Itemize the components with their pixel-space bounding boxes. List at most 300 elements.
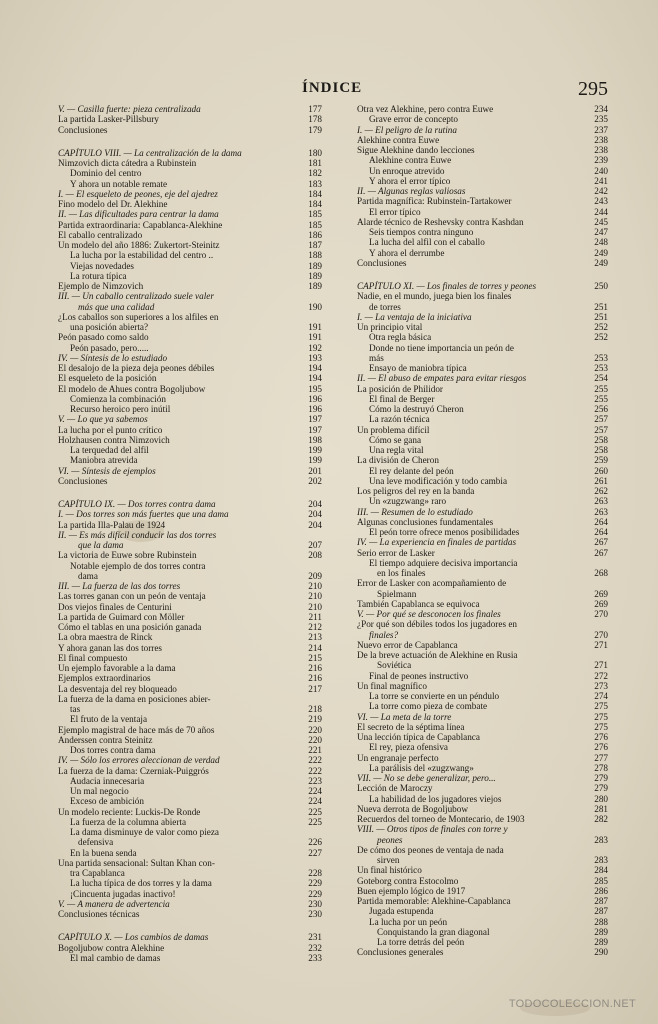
toc-entry-page: 252 — [594, 322, 608, 332]
toc-entry-title: Una leve modificación y todo cambia — [369, 475, 508, 486]
toc-entry — [357, 258, 608, 268]
toc-entry-page: 270 — [594, 609, 608, 619]
toc-entry-page: 197 — [308, 424, 322, 435]
toc-entry — [357, 619, 608, 629]
toc-entry — [357, 876, 608, 886]
toc-entry-page: 191 — [308, 322, 322, 332]
toc-entry — [58, 291, 322, 301]
toc-entry — [58, 878, 322, 888]
toc-entry-page: 262 — [594, 486, 608, 496]
toc-entry-page: 218 — [308, 704, 322, 714]
toc-entry-page: 283 — [594, 855, 608, 865]
toc-entry — [357, 773, 608, 783]
toc-entry-page: 245 — [594, 216, 608, 227]
toc-spacer — [357, 268, 608, 275]
toc-entry-page: 216 — [308, 673, 322, 684]
toc-entry-page: 267 — [594, 537, 608, 548]
toc-entry-page: 214 — [308, 642, 322, 653]
toc-entry — [357, 845, 608, 855]
toc-entry — [58, 889, 322, 899]
toc-entry-title: La lucha por el punto crítico — [58, 424, 163, 435]
toc-entry-title: Partida extraordinaria: Capablanca-Alekhine — [58, 219, 223, 230]
toc-entry — [58, 189, 322, 199]
toc-entry-page: 252 — [594, 332, 608, 343]
toc-entry — [58, 114, 322, 124]
toc-entry — [58, 643, 322, 653]
toc-entry-page: 286 — [594, 885, 608, 896]
toc-entry-title: Ensayo de maniobra típica — [369, 363, 467, 373]
toc-entry-title: V. — Por qué se desconocen los finales — [357, 609, 501, 619]
toc-entry — [357, 855, 608, 865]
toc-entry-page: 258 — [594, 445, 608, 455]
toc-entry-title: La posición de Philidor — [357, 383, 443, 394]
toc-entry — [58, 499, 322, 509]
toc-entry — [357, 599, 608, 609]
toc-entry-page: 184 — [308, 199, 322, 209]
toc-entry-page: 248 — [594, 237, 608, 248]
toc-entry-title: El error típico — [369, 206, 421, 217]
toc-entry-page: 273 — [594, 680, 608, 691]
toc-entry-title: Una partida sensacional: Sultan Khan con- — [58, 857, 215, 868]
toc-entry-page: 287 — [594, 906, 608, 917]
toc-entry — [58, 302, 322, 312]
toc-entry-page: 227 — [308, 847, 322, 858]
toc-entry-title: Y ahora un notable remate — [70, 178, 168, 189]
toc-entry-title: Exceso de ambición — [70, 796, 144, 807]
toc-entry — [357, 394, 608, 404]
toc-entry-page: 210 — [308, 601, 322, 612]
toc-entry-page: 226 — [308, 837, 322, 848]
toc-entry — [58, 612, 322, 622]
toc-entry — [58, 271, 322, 281]
toc-entry — [58, 766, 322, 776]
toc-entry-page: 289 — [594, 926, 608, 937]
toc-entry-title: CAPÍTULO VIII. — La centralización de la dama — [58, 147, 242, 158]
toc-entry — [58, 807, 322, 817]
toc-entry — [58, 455, 322, 465]
toc-entry-title: Error de Lasker con acompañamiento de — [357, 578, 507, 589]
toc-entry-page: 277 — [594, 752, 608, 763]
toc-entry-title: que la dama — [78, 540, 124, 550]
toc-entry-title: Alekhine contra Euwe — [369, 155, 452, 166]
toc-entry — [58, 550, 322, 560]
toc-entry — [357, 291, 608, 301]
toc-entry-title: Un problema difícil — [357, 424, 430, 435]
toc-entry-page: 244 — [594, 206, 608, 217]
toc-entry — [357, 176, 608, 186]
toc-entry-title: Viejas novedades — [70, 260, 134, 271]
toc-entry-title: La parálisis del «zugzwang» — [369, 762, 474, 773]
toc-entry-page: 280 — [594, 793, 608, 804]
toc-entry — [58, 786, 322, 796]
toc-entry-title: El mal cambio de damas — [70, 952, 161, 963]
toc-entry — [58, 373, 322, 383]
toc-entry-page: 189 — [308, 270, 322, 281]
toc-entry-page: 225 — [308, 806, 322, 817]
toc-entry-title: V. — A manera de advertencia — [58, 898, 170, 909]
toc-entry-title: La fuerza de la dama: Czerniak-Puiggrós — [58, 765, 209, 776]
toc-entry-page: 253 — [594, 363, 608, 373]
toc-entry-title: Dos torres contra dama — [70, 745, 156, 755]
toc-entry-title: Maniobra atrevida — [70, 455, 138, 466]
toc-entry-page: 229 — [308, 888, 322, 899]
toc-entry — [357, 507, 608, 517]
toc-entry — [58, 591, 322, 601]
toc-entry-page: 220 — [308, 734, 322, 745]
toc-entry-page: 279 — [594, 773, 608, 783]
toc-entry — [357, 353, 608, 363]
toc-entry — [357, 527, 608, 537]
toc-entry-title: Una regla vital — [369, 445, 424, 455]
toc-entry — [357, 732, 608, 742]
toc-entry-page: 281 — [594, 803, 608, 814]
toc-entry-title: VI. — Síntesis de ejemplos — [58, 465, 156, 476]
toc-entry — [58, 104, 322, 114]
toc-entry-title: La fuerza de la dama en posiciones abier- — [58, 693, 211, 704]
toc-entry-title: La lucha del alfil con el caballo — [369, 237, 485, 248]
toc-entry — [58, 209, 322, 219]
toc-entry-title: IV. — Sólo los errores aleccionan de verdad — [58, 755, 220, 766]
toc-entry-page: 224 — [308, 786, 322, 796]
toc-entry-page: 183 — [308, 178, 322, 189]
toc-entry-title: La desventaja del rey bloqueado — [58, 683, 177, 694]
toc-entry-title: peones — [377, 834, 403, 845]
toc-entry-page: 275 — [594, 701, 608, 712]
toc-entry — [58, 179, 322, 189]
toc-entry — [58, 858, 322, 868]
toc-entry-page: 196 — [308, 393, 322, 404]
toc-entry-page: 272 — [594, 670, 608, 681]
toc-entry — [58, 953, 322, 963]
toc-entry — [357, 332, 608, 342]
toc-entry — [58, 281, 322, 291]
toc-entry-title: El rey, pieza ofensiva — [369, 742, 448, 753]
toc-entry — [357, 312, 608, 322]
toc-entry-title: La razón técnica — [369, 414, 430, 425]
toc-entry-title: I. — Dos torres son más fuertes que una dama — [58, 509, 229, 520]
toc-entry-title: Nadie, en el mundo, juega bien los finales — [357, 291, 512, 302]
toc-entry-page: 204 — [308, 519, 322, 530]
toc-entry-title: Nueva derrota de Bogoljubow — [357, 803, 468, 814]
toc-entry-page: 275 — [594, 721, 608, 732]
toc-entry — [357, 783, 608, 793]
toc-entry — [357, 753, 608, 763]
toc-entry-title: Un enroque atrevido — [369, 165, 445, 176]
toc-entry-page: 238 — [594, 145, 608, 155]
toc-entry — [357, 125, 608, 135]
toc-entry-title: Seis tiempos contra ninguno — [369, 227, 474, 237]
toc-entry — [357, 578, 608, 588]
toc-entry-title: Recuerdos del torneo de Montecario, de 1903 — [357, 814, 525, 824]
toc-entry-title: Partida memorable: Alekhine-Capablanca — [357, 896, 511, 906]
toc-entry — [58, 848, 322, 858]
toc-entry — [357, 114, 608, 124]
toc-entry-title: V. — Casilla fuerte: pieza centralizada — [58, 104, 201, 114]
toc-entry — [58, 796, 322, 806]
toc-entry — [357, 537, 608, 547]
toc-entry-page: 257 — [594, 424, 608, 435]
toc-entry — [357, 886, 608, 896]
toc-entry — [357, 248, 608, 258]
toc-entry-title: La división de Cheron — [357, 455, 439, 466]
toc-entry-title: I. — El peligro de la rutina — [357, 124, 457, 135]
toc-entry-page: 274 — [594, 691, 608, 701]
toc-entry-page: 194 — [308, 373, 322, 384]
toc-entry-page: 258 — [594, 434, 608, 445]
toc-entry-title: Conclusiones — [58, 475, 108, 486]
toc-entry-page: 282 — [594, 814, 608, 824]
toc-entry — [58, 466, 322, 476]
toc-entry-page: 250 — [594, 281, 608, 291]
toc-entry — [58, 394, 322, 404]
toc-entry — [357, 671, 608, 681]
toc-entry — [58, 561, 322, 571]
toc-entry-title: El rey delante del peón — [369, 465, 454, 476]
toc-entry-page: 180 — [308, 147, 322, 158]
toc-entry-page: 216 — [308, 663, 322, 673]
toc-entry-page: 279 — [594, 783, 608, 794]
toc-entry — [58, 435, 322, 445]
toc-entry-page: 194 — [308, 363, 322, 373]
toc-entry-title: Y ahora ganan las dos torres — [58, 642, 163, 653]
toc-entry-title: II. — Es más difícil conducir las dos torres — [58, 529, 217, 540]
toc-entry-page: 269 — [594, 588, 608, 599]
toc-entry-page: 241 — [594, 175, 608, 186]
toc-entry-title: Holzhausen contra Nimzovich — [58, 434, 170, 445]
toc-entry-title: También Capablanca se equivoca — [357, 598, 480, 609]
toc-entry-title: defensiva — [78, 837, 114, 848]
toc-entry-title: Los peligros del rey en la banda — [357, 486, 475, 496]
toc-entry-title: Un engranaje perfecto — [357, 752, 439, 763]
toc-entry-page: 231 — [308, 932, 322, 943]
toc-entry — [357, 835, 608, 845]
toc-entry-title: El peón torre ofrece menos posibilidades — [369, 527, 520, 537]
toc-entry-title: La lucha típica de dos torres y la dama — [70, 878, 212, 889]
toc-entry-title: Sigue Alekhine dando lecciones — [357, 145, 475, 155]
toc-entry-title: Donde no tiene importancia un peón de — [369, 342, 514, 353]
toc-entry-title: Un mal negocio — [70, 786, 129, 796]
toc-entry — [357, 476, 608, 486]
toc-entry — [357, 207, 608, 217]
toc-entry-title: Lección de Maroczy — [357, 783, 433, 794]
toc-entry-page: 284 — [594, 865, 608, 876]
toc-entry-title: Cómo el tablas en una posición ganada — [58, 622, 202, 632]
toc-entry — [357, 712, 608, 722]
toc-entry — [357, 363, 608, 373]
toc-entry — [58, 168, 322, 178]
toc-entry-title: II. — Las dificultades para centrar la dama — [58, 209, 219, 220]
toc-entry-title: dama — [78, 570, 98, 581]
toc-entry-page: 209 — [308, 570, 322, 581]
toc-entry-title: Alarde técnico de Reshevsky contra Kashdan — [357, 216, 524, 227]
toc-entry-page: 204 — [308, 509, 322, 520]
toc-entry — [58, 673, 322, 683]
toc-entry-page: 213 — [308, 632, 322, 643]
toc-entry-title: I. — El esqueleto de peones, eje del ajedrez — [58, 188, 218, 199]
toc-entry-title: Grave error de concepto — [369, 114, 459, 125]
toc-entry — [357, 937, 608, 947]
toc-entry — [357, 896, 608, 906]
toc-entry-page: 289 — [594, 937, 608, 947]
toc-entry-title: VI. — La meta de la torre — [357, 711, 452, 722]
toc-entry — [58, 261, 322, 271]
toc-entry — [58, 837, 322, 847]
toc-entry-page: 208 — [308, 550, 322, 561]
toc-entry — [357, 917, 608, 927]
toc-entry-page: 264 — [594, 516, 608, 527]
toc-entry — [58, 404, 322, 414]
toc-entry-page: 178 — [308, 114, 322, 125]
toc-entry — [58, 622, 322, 632]
toc-entry-title: La torre como pieza de combate — [369, 701, 488, 712]
toc-entry — [58, 509, 322, 519]
toc-entry — [357, 701, 608, 711]
toc-entry-title: El fruto de la ventaja — [70, 714, 148, 725]
toc-entry-page: 181 — [308, 158, 322, 168]
toc-entry — [357, 681, 608, 691]
page-header — [0, 78, 658, 102]
toc-entry-page: 285 — [594, 875, 608, 886]
toc-entry — [357, 824, 608, 834]
toc-entry-page: 228 — [308, 868, 322, 878]
toc-entry-title: VII. — No se debe generalizar, pero... — [357, 773, 496, 783]
toc-entry-page: 278 — [594, 762, 608, 773]
toc-entry-title: Nimzovich dicta cátedra a Rubinstein — [58, 158, 197, 168]
toc-entry-title: Ejemplo magistral de hace más de 70 años — [58, 724, 215, 735]
toc-entry — [357, 186, 608, 196]
toc-entry-title: La terquedad del alfil — [70, 445, 149, 455]
toc-entry — [357, 947, 608, 957]
toc-entry-title: Recurso heroico pero inútil — [70, 404, 171, 414]
toc-entry — [58, 343, 322, 353]
toc-entry — [357, 804, 608, 814]
toc-entry-title: La dama disminuye de valor como pieza — [70, 827, 219, 837]
toc-entry-title: El caballo centralizado — [58, 229, 143, 240]
toc-entry — [357, 155, 608, 165]
toc-entry-page: 224 — [308, 796, 322, 807]
toc-entry — [58, 632, 322, 642]
toc-entry-title: El final compuesto — [58, 652, 128, 663]
toc-entry — [58, 909, 322, 919]
toc-entry — [58, 899, 322, 909]
toc-entry-title: IV. — La experiencia en finales de partidas — [357, 537, 517, 548]
toc-entry — [357, 466, 608, 476]
toc-entry — [357, 794, 608, 804]
toc-entry — [58, 230, 322, 240]
toc-entry — [357, 742, 608, 752]
toc-entry-page: 189 — [308, 281, 322, 291]
toc-entry-title: Peón pasado, pero..... — [70, 342, 149, 353]
toc-entry-page: 243 — [594, 196, 608, 207]
toc-entry — [58, 125, 322, 135]
toc-entry-page: 182 — [308, 168, 322, 179]
watermark: TODOCOLECCION.NET — [508, 998, 636, 1010]
toc-entry — [357, 650, 608, 660]
toc-entry-page: 225 — [308, 816, 322, 827]
toc-entry-title: Conclusiones generales — [357, 947, 444, 958]
toc-entry-page: 247 — [594, 227, 608, 237]
toc-entry-page: 276 — [594, 742, 608, 753]
toc-entry-title: Final de peones instructivo — [369, 670, 469, 681]
toc-entry-page: 254 — [594, 373, 608, 384]
toc-entry — [58, 776, 322, 786]
toc-entry-page: 270 — [594, 629, 608, 640]
toc-entry-page: 249 — [594, 257, 608, 268]
toc-entry — [58, 158, 322, 168]
toc-entry-title: tra Capablanca — [70, 868, 125, 878]
toc-entry — [357, 281, 608, 291]
toc-entry-title: Spielmann — [377, 588, 417, 599]
toc-entry-page: 255 — [594, 393, 608, 404]
toc-entry — [58, 714, 322, 724]
toc-entry-title: La partida de Guimard con Möller — [58, 611, 185, 622]
toc-entry — [357, 384, 608, 394]
toc-entry — [357, 814, 608, 824]
toc-entry — [357, 166, 608, 176]
toc-entry-title: una posición abierta? — [70, 322, 149, 332]
toc-entry-page: 222 — [308, 765, 322, 776]
toc-entry-title: Bogoljubow contra Alekhine — [58, 942, 165, 953]
toc-entry-title: Ejemplos extraordinarios — [58, 673, 151, 684]
toc-entry — [58, 220, 322, 230]
toc-entry-title: Serio error de Lasker — [357, 547, 435, 558]
toc-entry-title: Buen ejemplo lógico de 1917 — [357, 885, 466, 896]
toc-entry-title: Peón pasado como saldo — [58, 332, 149, 343]
toc-entry-page: 263 — [594, 496, 608, 507]
toc-entry-page: 177 — [308, 104, 322, 114]
toc-entry — [58, 602, 322, 612]
toc-entry — [58, 353, 322, 363]
toc-entry-title: La habilidad de los jugadores viejos — [369, 793, 502, 804]
toc-entry-page: 233 — [308, 952, 322, 963]
toc-entry — [58, 932, 322, 942]
toc-entry-page: 215 — [308, 652, 322, 663]
toc-entry-page: 264 — [594, 527, 608, 537]
toc-entry-title: Algunas conclusiones fundamentales — [357, 516, 494, 527]
toc-entry-title: Un ejemplo favorable a la dama — [58, 663, 176, 673]
toc-entry — [357, 343, 608, 353]
toc-entry-title: III. — Un caballo centralizado suele valer — [58, 291, 214, 302]
toc-entry-page: 257 — [594, 414, 608, 425]
toc-spacer — [58, 486, 322, 493]
toc-entry-title: La partida Illa-Palau de 1924 — [58, 519, 166, 530]
toc-entry — [357, 609, 608, 619]
toc-entry-title: El final de Berger — [369, 393, 435, 404]
toc-entry — [58, 540, 322, 550]
toc-entry-page: 188 — [308, 250, 322, 261]
toc-entry — [357, 217, 608, 227]
toc-entry — [58, 817, 322, 827]
toc-entry — [357, 435, 608, 445]
toc-entry — [58, 663, 322, 673]
toc-entry — [58, 725, 322, 735]
toc-entry-page: 179 — [308, 124, 322, 135]
toc-entry-title: Y ahora el derrumbe — [369, 247, 445, 258]
toc-entry-page: 271 — [594, 660, 608, 671]
toc-entry-page: 191 — [308, 332, 322, 343]
toc-entry-page: 230 — [308, 898, 322, 909]
toc-entry-title: La fuerza de la columna abierta — [70, 816, 187, 827]
toc-entry-page: 220 — [308, 724, 322, 735]
toc-entry-page: 196 — [308, 404, 322, 414]
toc-entry-title: Dos viejos finales de Centurini — [58, 601, 172, 612]
running-title: ÍNDICE — [302, 80, 363, 96]
toc-entry — [58, 755, 322, 765]
toc-entry — [58, 827, 322, 837]
toc-entry-title: Un final magnífico — [357, 680, 427, 691]
toc-entry-title: CAPÍTULO XI. — Los finales de torres y peones — [357, 281, 537, 291]
toc-entry-page: 287 — [594, 896, 608, 906]
